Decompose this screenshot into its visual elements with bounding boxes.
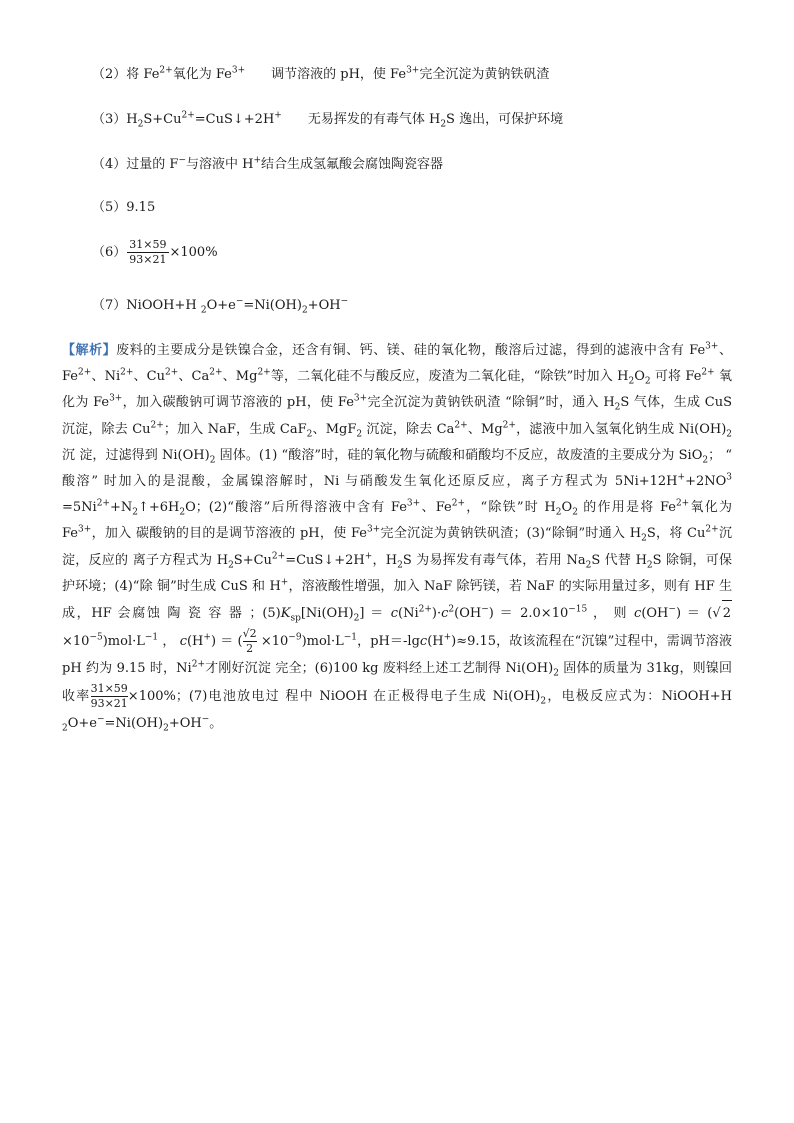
answer-number: （4）	[92, 157, 127, 172]
answer-value: 9.15	[126, 200, 156, 215]
answer-number: （5）	[92, 200, 127, 215]
answer-5	[92, 199, 155, 217]
answer-3: $(3)H_2S+Cu^{2+}=CuS↓+2H^+$ 无易挥发的有毒气体 $H_2S$ 逸出，可保护环境	[92, 110, 564, 130]
answer-4: （4）过量的 F−与溶液中 H+结合生成氢氟酸会腐蚀陶瓷容器	[92, 155, 444, 172]
fraction: $\frac{31\times 59}{93\times 21}$	[129, 238, 167, 266]
fraction: $\frac{√2}{2}$	[242, 627, 257, 656]
answer-number: （2）	[92, 67, 127, 82]
answer-number: （7）	[92, 298, 127, 313]
answer-2: （2）将 $Fe^{2+}$氧化为 $Fe^{3+}$ 调节溶液的 pH，使 $Fe^{3+}$完全沉淀为黄钠铁矾渣	[92, 65, 550, 82]
explanation-tag: 【解析】	[62, 343, 117, 358]
answer-number: （3）	[92, 112, 127, 127]
fraction: $\frac{31\times 59}{93\times 21}$	[90, 682, 128, 711]
explanation-block	[62, 338, 732, 738]
answer-6: （6） $\frac{31\times 59}{93\times 21}$ ×100%	[92, 238, 218, 266]
answer-7: （7）NiOOH+H $_2O+e^-=Ni(OH)_2+OH^-$	[92, 296, 349, 316]
answer-number: （6）	[92, 245, 127, 260]
explanation-paragraph: 【解析】废料的主要成分是铁镍合金，还含有铜、钙、镁、硅的氧化物，酸溶后过滤，得到的滤液中含有 $Fe^{3+}$、$Fe^{2+}$、$Ni^{2+}$、$Cu^{2+}$、$Ca^{2+}$、$Mg^{2+}$等，二氧化硅不与酸反应，废渣为二氧化硅，“除铁”时加入 $H_2O_2$ 可将 $Fe^{2+}$ 氧化为 $Fe^{3+}$，加入碳酸钠可调节溶液的 pH，使 $Fe^{3+}$完全沉淀为黄钠铁矾渣 “除铜”时，通入 $H_2S$ 气体，生成 CuS 沉淀，除去 $Cu^{2+}$；加入 NaF，生成 CaF$_2$、MgF$_2$ 沉淀，除去 $Ca^{2+}$、$Mg^{2+}$，滤液中加入氢氧化钠生成 $Ni(OH)_2$ 沉 淀，过滤得到 $Ni(OH)_2$ 固体。(1) “酸溶”时，硅的氧化物与硫酸和硝酸均不反应，故废渣的主要成分为 SiO$_2$； “ 酸溶” 时加入的是混酸，金属镍溶解时，Ni 与硝酸发生氧化还原反应，离子方程式为 $5Ni+12H^++2NO^3$ $=5Ni^{2+}+N_2↑+6H_2O$；(2)“酸溶”后所得溶液中含有 $Fe^{3+}$、$Fe^{2+}$，“除铁”时 $H_2O_2$ 的作用是将 $Fe^{2+}$氧化为 $Fe^{3+}$，加入 碳酸钠的目的是调节溶液的 pH，使 $Fe^{3+}$完全沉淀为黄钠铁矾渣；(3)“除铜”时通入 $H_2S$，将 $Cu^{2+}$沉淀，反应的 离子方程式为 $H_2S+Cu^{2+}=CuS↓+2H^+$，$H_2S$ 为易挥发有毒气体，若用 $Na_2S$ 代替 $H_2S$ 除铜，可保护环境；(4)“除 铜”时生成 CuS 和 H+，溶液酸性增强，加入 NaF 除钙镁，若 NaF 的实际用量过多，则有 HF 生成，HF 会腐蚀 陶 瓷 容 器 ；$(5)K_{sp}[Ni(OH)_2] = c(Ni^{2+})\cdot c^2(OH^-) = 2.0\times 10^{-15}$ ， 则 c(OH−) ＝ (√ $2\times 10^{-5})mol\cdot L^{-1}$ ， c(H+) ＝ ( $\frac{√2}{2}$ $\times 10^{-9})mol\cdot L^{-1}$，pH＝-lgc(H+)≈9.15，故该流程在“沉镍”过程中，需调节溶液 pH 约为 9.15 时，$Ni^{2+}$才刚好沉淀 完全；(6)100 kg 废料经上述工艺制得 $Ni(OH)_2$ 固体的质量为 31kg，则镍回收率 $\frac{31\times 59}{93\times 21}$ ×100%；(7)电池放电过 程中 NiOOH 在正极得电子生成 $Ni(OH)_2$，电极反应式为：NiOOH+H $_2O+e^-=Ni(OH)_2+OH^-$。	[62, 341, 733, 735]
